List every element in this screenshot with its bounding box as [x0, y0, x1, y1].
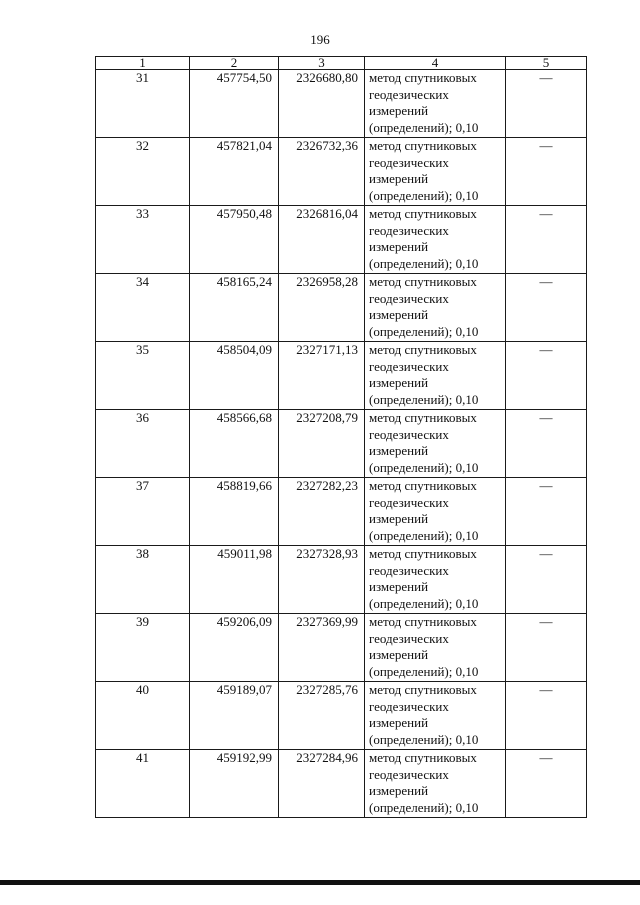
table-row	[96, 682, 587, 750]
point-number-cell: 40	[96, 682, 190, 750]
table-row	[96, 478, 587, 546]
method-accuracy-cell: метод спутниковых геодезических измерений (определений); 0,10	[365, 342, 506, 410]
y-coordinate-cell: 2326958,28	[279, 274, 365, 342]
point-number-cell: 35	[96, 342, 190, 410]
table-row	[96, 342, 587, 410]
method-accuracy-cell: метод спутниковых геодезических измерений (определений); 0,10	[365, 70, 506, 138]
method-accuracy-cell: метод спутниковых геодезических измерений (определений); 0,10	[365, 614, 506, 682]
column-header-2: 2	[190, 57, 279, 70]
page-number: 196	[310, 32, 330, 47]
table-row	[96, 546, 587, 614]
point-number-cell: 37	[96, 478, 190, 546]
note-cell: —	[506, 750, 587, 818]
y-coordinate-cell: 2327369,99	[279, 614, 365, 682]
x-coordinate-cell: 457754,50	[190, 70, 279, 138]
table-row	[96, 614, 587, 682]
note-cell: —	[506, 206, 587, 274]
point-number-cell: 33	[96, 206, 190, 274]
x-coordinate-cell: 458165,24	[190, 274, 279, 342]
note-cell: —	[506, 70, 587, 138]
method-accuracy-cell: метод спутниковых геодезических измерений (определений); 0,10	[365, 410, 506, 478]
point-number-cell: 36	[96, 410, 190, 478]
x-coordinate-cell: 457821,04	[190, 138, 279, 206]
point-number-cell: 39	[96, 614, 190, 682]
method-accuracy-cell: метод спутниковых геодезических измерений (определений); 0,10	[365, 546, 506, 614]
x-coordinate-cell: 459189,07	[190, 682, 279, 750]
point-number-cell: 31	[96, 70, 190, 138]
method-accuracy-cell: метод спутниковых геодезических измерений (определений); 0,10	[365, 750, 506, 818]
y-coordinate-cell: 2327328,93	[279, 546, 365, 614]
table-row	[96, 410, 587, 478]
y-coordinate-cell: 2326732,36	[279, 138, 365, 206]
column-header-3: 3	[279, 57, 365, 70]
method-accuracy-cell: метод спутниковых геодезических измерений (определений); 0,10	[365, 206, 506, 274]
point-number-cell: 34	[96, 274, 190, 342]
note-cell: —	[506, 614, 587, 682]
method-accuracy-cell: метод спутниковых геодезических измерений (определений); 0,10	[365, 138, 506, 206]
column-header-4: 4	[365, 57, 506, 70]
table-row	[96, 70, 587, 138]
method-accuracy-cell: метод спутниковых геодезических измерений (определений); 0,10	[365, 478, 506, 546]
x-coordinate-cell: 458566,68	[190, 410, 279, 478]
table-row	[96, 274, 587, 342]
x-coordinate-cell: 458504,09	[190, 342, 279, 410]
column-header-5: 5	[506, 57, 587, 70]
table-row	[96, 206, 587, 274]
x-coordinate-cell: 459192,99	[190, 750, 279, 818]
point-number-cell: 41	[96, 750, 190, 818]
method-accuracy-cell: метод спутниковых геодезических измерений (определений); 0,10	[365, 682, 506, 750]
method-accuracy-cell: метод спутниковых геодезических измерений (определений); 0,10	[365, 274, 506, 342]
page-bottom-rule	[0, 880, 640, 885]
note-cell: —	[506, 478, 587, 546]
table-header-row	[96, 57, 587, 70]
x-coordinate-cell: 459206,09	[190, 614, 279, 682]
point-number-cell: 38	[96, 546, 190, 614]
x-coordinate-cell: 457950,48	[190, 206, 279, 274]
x-coordinate-cell: 458819,66	[190, 478, 279, 546]
note-cell: —	[506, 342, 587, 410]
note-cell: —	[506, 546, 587, 614]
table-row	[96, 750, 587, 818]
note-cell: —	[506, 410, 587, 478]
note-cell: —	[506, 138, 587, 206]
y-coordinate-cell: 2326816,04	[279, 206, 365, 274]
coordinates-table	[95, 56, 587, 818]
table-row	[96, 138, 587, 206]
y-coordinate-cell: 2327171,13	[279, 342, 365, 410]
note-cell: —	[506, 682, 587, 750]
y-coordinate-cell: 2327208,79	[279, 410, 365, 478]
y-coordinate-cell: 2326680,80	[279, 70, 365, 138]
note-cell: —	[506, 274, 587, 342]
point-number-cell: 32	[96, 138, 190, 206]
column-header-1: 1	[96, 57, 190, 70]
y-coordinate-cell: 2327282,23	[279, 478, 365, 546]
y-coordinate-cell: 2327284,96	[279, 750, 365, 818]
x-coordinate-cell: 459011,98	[190, 546, 279, 614]
y-coordinate-cell: 2327285,76	[279, 682, 365, 750]
